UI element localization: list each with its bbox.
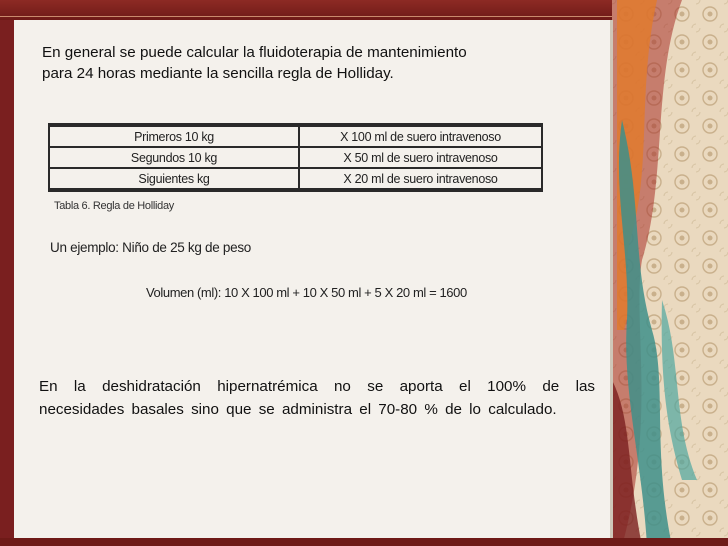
table-cell-range: Segundos 10 kg [49, 147, 299, 168]
holliday-table [48, 123, 543, 192]
table-row [49, 168, 542, 190]
example-formula: Volumen (ml): 10 X 100 ml + 10 X 50 ml + 5 X 20 ml = 1600 [146, 285, 467, 300]
table-caption: Tabla 6. Regla de Holliday [54, 200, 175, 212]
table-cell-amount: X 100 ml de suero intravenoso [299, 125, 542, 147]
slide-content [14, 20, 613, 538]
example-label: Un ejemplo: Niño de 25 kg de peso [50, 240, 251, 255]
decorative-side-panel [612, 0, 728, 546]
floral-pattern-decoration [612, 0, 728, 546]
table-cell-amount: X 20 ml de suero intravenoso [299, 168, 542, 190]
table-cell-range: Primeros 10 kg [49, 125, 299, 147]
table-row [49, 125, 542, 147]
intro-text [42, 42, 582, 84]
table-row [49, 147, 542, 168]
table-cell-amount: X 50 ml de suero intravenoso [299, 147, 542, 168]
intro-line-1: En general se puede calcular la fluidoterapia de mantenimiento [42, 44, 467, 61]
bottom-frame-bar [0, 538, 728, 546]
table-cell-range: Siguientes kg [49, 168, 299, 190]
hypernatremia-note: En la deshidratación hipernatrémica no se aporta el 100% de las necesidades basales sino que se administra el 70-80 % de lo calculado. [39, 378, 595, 418]
intro-line-2: para 24 horas mediante la sencilla regla de Holliday. [42, 65, 394, 82]
